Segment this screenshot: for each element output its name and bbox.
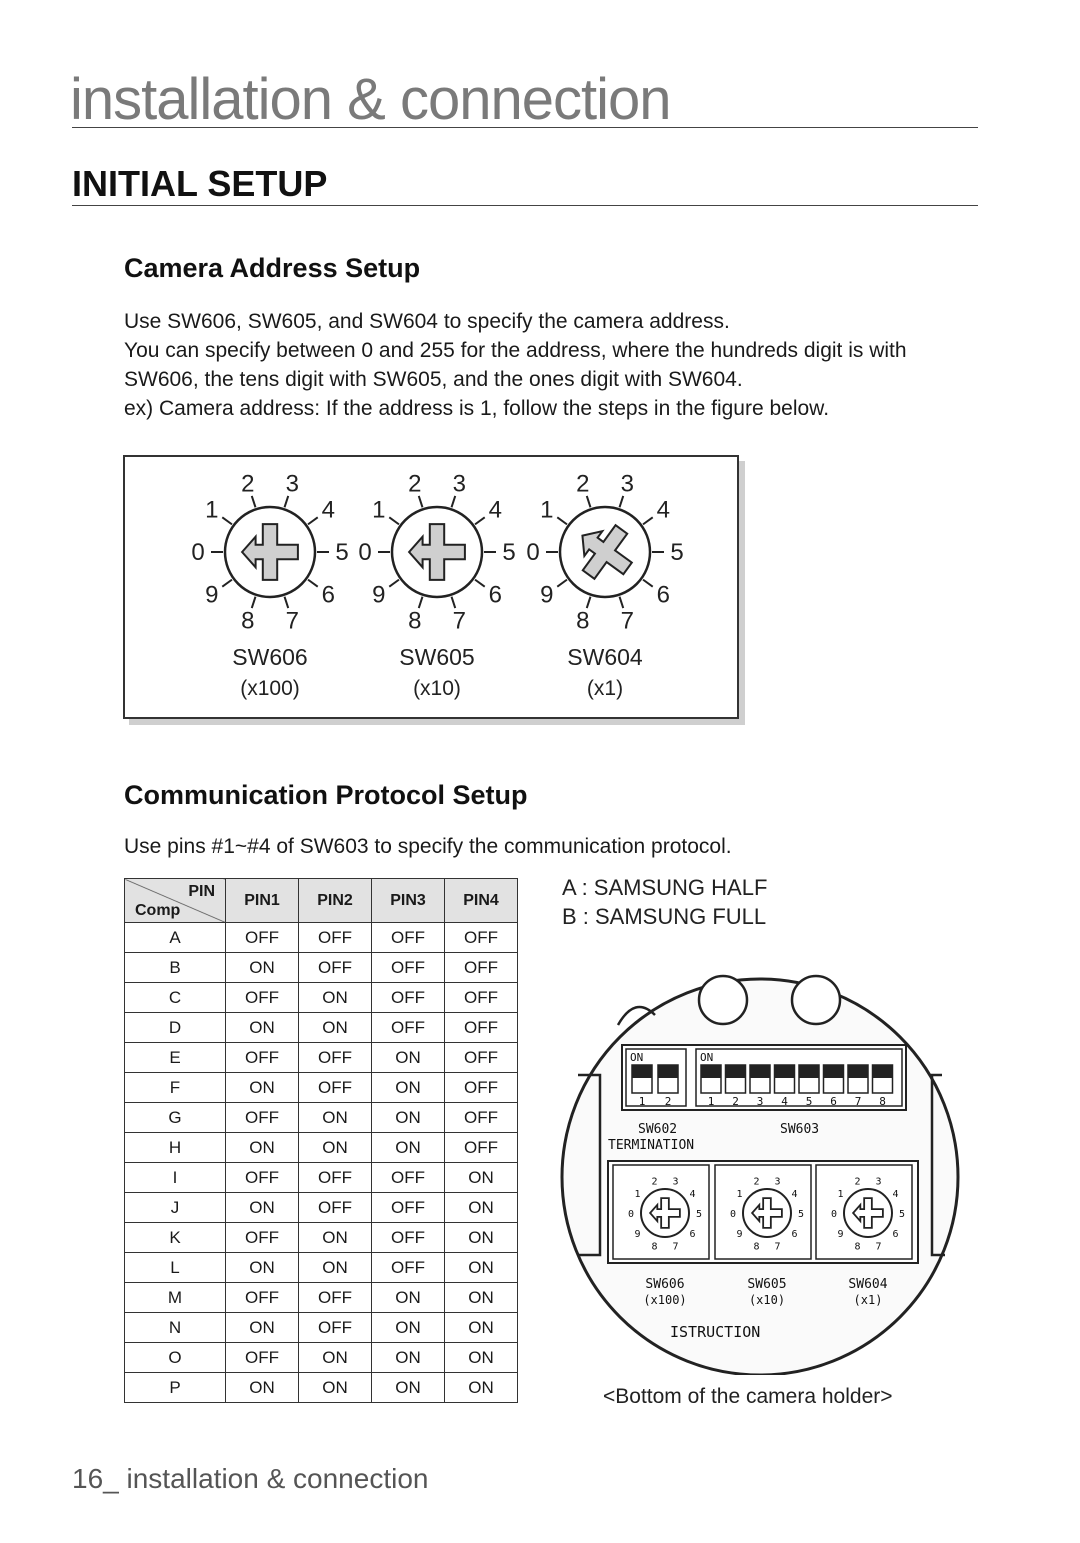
dip-pin-number: 2 — [664, 1095, 672, 1108]
dial-number: 5 — [502, 539, 516, 566]
pin-cell: OFF — [372, 983, 445, 1013]
dial-number: 5 — [695, 1209, 703, 1220]
dial-number: 9 — [205, 581, 219, 609]
dial-number: 9 — [540, 581, 554, 609]
dial-number: 4 — [689, 1189, 696, 1201]
dip-pin-number: 1 — [638, 1095, 646, 1108]
dial-number: 9 — [837, 1228, 844, 1240]
pin-cell: ON — [226, 1073, 299, 1103]
rotary-switch-figure — [123, 455, 739, 719]
dip-pin-number: 4 — [781, 1095, 788, 1108]
pin-cell: OFF — [226, 1103, 299, 1133]
dial-tick — [252, 496, 256, 507]
dial-number: 2 — [408, 470, 422, 498]
pin-cell: OFF — [226, 1343, 299, 1373]
protocol-table — [124, 878, 518, 1403]
dial-number: 5 — [670, 539, 684, 566]
camera-address-title: Camera Address Setup — [124, 253, 421, 283]
dip-switch-lever — [658, 1065, 678, 1078]
dial-tick — [587, 496, 591, 507]
dial-number: 4 — [791, 1189, 798, 1201]
section-title: INITIAL SETUP — [72, 163, 328, 204]
switch-multiplier: (x10) — [413, 677, 461, 700]
pin-cell: ON — [445, 1253, 518, 1283]
dial-tick — [308, 517, 318, 524]
comp-cell: E — [125, 1043, 226, 1073]
comp-cell: F — [125, 1073, 226, 1103]
dial-number: 3 — [452, 470, 466, 498]
sw602-on-label: ON — [630, 1051, 644, 1064]
pin-cell: ON — [372, 1103, 445, 1133]
dial-number: 1 — [540, 496, 554, 524]
holder-dial-name: SW605 — [747, 1277, 787, 1292]
table-row — [125, 1193, 518, 1223]
pin-cell: OFF — [226, 1163, 299, 1193]
dial-tick — [557, 580, 567, 587]
dial-number: 2 — [753, 1176, 760, 1188]
legend-samsung-full: B : SAMSUNG FULL — [562, 904, 767, 929]
pin-cell: ON — [445, 1283, 518, 1313]
page-footer — [72, 1463, 428, 1495]
dial-number: 1 — [634, 1189, 641, 1201]
switch-multiplier: (x1) — [586, 677, 624, 700]
comp-cell: P — [125, 1373, 226, 1403]
dial-number: 3 — [875, 1176, 882, 1188]
table-row — [125, 1103, 518, 1133]
comp-cell: C — [125, 983, 226, 1013]
pin-cell: OFF — [299, 1313, 372, 1343]
dip-pin-number: 8 — [879, 1095, 886, 1108]
pin-cell: ON — [445, 1223, 518, 1253]
page-number: 16_ — [72, 1463, 119, 1494]
pin-cell: ON — [372, 1283, 445, 1313]
corner-comp-label: Comp — [135, 902, 181, 919]
pin-cell: OFF — [299, 1193, 372, 1223]
table-row — [125, 983, 518, 1013]
dial-number: 9 — [372, 581, 386, 609]
pin-cell: ON — [372, 1343, 445, 1373]
pin-cell: ON — [445, 1193, 518, 1223]
dip-switch-lever — [848, 1065, 868, 1078]
table-row — [125, 1343, 518, 1373]
dip-pin-number: 7 — [854, 1095, 862, 1108]
section-rule — [72, 205, 978, 206]
dial-number: 6 — [321, 581, 335, 609]
pin-cell: ON — [299, 1253, 372, 1283]
holder-caption: <Bottom of the camera holder> — [603, 1385, 893, 1408]
dial-number: 7 — [620, 607, 634, 635]
pin-cell: ON — [299, 1133, 372, 1163]
dip-pin-number: 6 — [830, 1095, 837, 1108]
screw-hole-icon — [699, 976, 747, 1024]
dial-number: 0 — [627, 1209, 635, 1220]
table-row — [125, 1163, 518, 1193]
pin-cell: ON — [299, 1373, 372, 1403]
pin-cell: ON — [299, 1103, 372, 1133]
switch-name: SW605 — [399, 644, 475, 670]
dip-switch-lever — [726, 1065, 746, 1078]
protocol-table-header — [125, 879, 518, 923]
table-row — [125, 1313, 518, 1343]
header-pin3: PIN3 — [372, 879, 445, 923]
pin-cell: ON — [226, 1193, 299, 1223]
dial-tick — [452, 496, 456, 507]
holder-dial-name: SW606 — [645, 1277, 685, 1292]
sw603-on-label: ON — [700, 1051, 714, 1064]
switch-multiplier: (x100) — [240, 677, 300, 700]
comp-cell: A — [125, 923, 226, 953]
dial-number: 4 — [892, 1189, 899, 1201]
table-row — [125, 1013, 518, 1043]
pin-cell: ON — [299, 983, 372, 1013]
dial-tick — [285, 597, 289, 608]
dial-tick — [620, 496, 624, 507]
dip-switch-lever — [873, 1065, 893, 1078]
dial-tick — [419, 597, 423, 608]
dial-tick — [452, 597, 456, 608]
holder-dial-name: SW604 — [848, 1277, 888, 1292]
dial-number: 2 — [854, 1176, 861, 1188]
header-pin2: PIN2 — [299, 879, 372, 923]
holder-dial-multiplier: (x1) — [853, 1293, 883, 1307]
pin-cell: OFF — [299, 1283, 372, 1313]
holder-partial-text: ISTRUCTION — [670, 1323, 761, 1341]
dial-tick — [308, 580, 318, 587]
dip-pin-number: 5 — [805, 1095, 813, 1108]
dial-number: 8 — [651, 1241, 658, 1253]
pin-cell: ON — [372, 1373, 445, 1403]
pin-cell: OFF — [299, 1163, 372, 1193]
dial-tick — [475, 517, 485, 524]
dial-number: 6 — [656, 581, 670, 609]
dial-tick — [643, 517, 653, 524]
dial-number: 7 — [774, 1241, 781, 1253]
pin-cell: ON — [372, 1043, 445, 1073]
pin-cell: ON — [445, 1373, 518, 1403]
dial-number: 7 — [285, 607, 299, 635]
pin-cell: OFF — [226, 1043, 299, 1073]
pin-cell: OFF — [372, 953, 445, 983]
table-row — [125, 923, 518, 953]
pin-cell: ON — [226, 1373, 299, 1403]
dial-number: 6 — [791, 1228, 798, 1240]
pin-cell: OFF — [372, 1253, 445, 1283]
dial-number: 0 — [358, 539, 372, 566]
pin-cell: OFF — [445, 1073, 518, 1103]
dip-switch-lever — [632, 1065, 652, 1078]
sw602-label: SW602 — [638, 1122, 678, 1137]
dial-tick — [389, 580, 399, 587]
chapter-title: installation & connection — [70, 67, 671, 132]
dial-number: 6 — [488, 581, 502, 609]
comp-cell: K — [125, 1223, 226, 1253]
dial-number: 5 — [898, 1209, 906, 1220]
protocol-para: Use pins #1~#4 of SW603 to specify the communication protocol. — [124, 835, 732, 858]
table-row — [125, 1373, 518, 1403]
dip-pin-number: 3 — [756, 1095, 764, 1108]
dial-tick — [419, 496, 423, 507]
pin-cell: ON — [445, 1313, 518, 1343]
rotary-switch-diagram — [125, 457, 737, 717]
comp-cell: N — [125, 1313, 226, 1343]
pin-cell: ON — [299, 1013, 372, 1043]
dial-number: 0 — [526, 539, 540, 566]
comp-cell: B — [125, 953, 226, 983]
dial-number: 3 — [620, 470, 634, 498]
pin-cell: OFF — [226, 1223, 299, 1253]
pin-cell: OFF — [372, 923, 445, 953]
pin-cell: ON — [226, 1013, 299, 1043]
dial-number: 5 — [797, 1209, 805, 1220]
pin-cell: ON — [226, 1253, 299, 1283]
dip-pin-number: 1 — [707, 1095, 715, 1108]
dial-number: 2 — [651, 1176, 658, 1188]
pin-cell: OFF — [226, 983, 299, 1013]
pin-cell: OFF — [445, 923, 518, 953]
dial-number: 4 — [488, 496, 502, 524]
dial-number: 8 — [854, 1241, 861, 1253]
table-row — [125, 1253, 518, 1283]
pin-cell: OFF — [445, 1013, 518, 1043]
dial-number: 7 — [672, 1241, 679, 1253]
dial-tick — [252, 597, 256, 608]
dial-number: 2 — [241, 470, 255, 498]
dial-number: 1 — [372, 496, 386, 524]
pin-cell: ON — [299, 1343, 372, 1373]
sw603-label: SW603 — [780, 1122, 820, 1137]
dial-number: 7 — [875, 1241, 882, 1253]
dial-number: 9 — [634, 1228, 641, 1240]
pin-cell: ON — [372, 1313, 445, 1343]
camera-address-para3: ex) Camera address: If the address is 1, follow the steps in the figure below. — [124, 397, 830, 420]
dial-tick — [222, 580, 232, 587]
pin-cell: OFF — [299, 923, 372, 953]
dial-number: 1 — [837, 1189, 844, 1201]
dial-number: 0 — [830, 1209, 838, 1220]
dial-number: 3 — [672, 1176, 679, 1188]
dial-number: 6 — [689, 1228, 696, 1240]
dial-number: 8 — [241, 607, 255, 635]
camera-address-para2: You can specify between 0 and 255 for the address, where the hundreds digit is with SW606, the tens digit with SW605, and the ones digit with SW604. — [124, 339, 907, 391]
dip-switch-lever — [750, 1065, 770, 1078]
dial-number: 9 — [736, 1228, 743, 1240]
header-pin1: PIN1 — [226, 879, 299, 923]
pin-cell: OFF — [226, 923, 299, 953]
dial-number: 8 — [576, 607, 590, 635]
dial-number: 1 — [736, 1189, 743, 1201]
dial-tick — [389, 517, 399, 524]
dial-tick — [643, 580, 653, 587]
pin-cell: OFF — [445, 1103, 518, 1133]
pin-cell: OFF — [445, 983, 518, 1013]
dip-switch-lever — [824, 1065, 844, 1078]
pin-cell: OFF — [299, 1043, 372, 1073]
dial-number: 0 — [191, 539, 205, 566]
dial-number: 8 — [753, 1241, 760, 1253]
dip-pin-number: 2 — [732, 1095, 739, 1108]
pin-cell: ON — [226, 953, 299, 983]
termination-label: TERMINATION — [608, 1138, 695, 1153]
rotary-switch-sw605 — [358, 471, 515, 700]
pin-cell: OFF — [372, 1013, 445, 1043]
pin-cell: OFF — [445, 1043, 518, 1073]
chapter-rule — [72, 127, 978, 128]
pin-cell: OFF — [299, 1073, 372, 1103]
pin-cell: OFF — [445, 953, 518, 983]
comp-cell: H — [125, 1133, 226, 1163]
rotary-switch-sw604 — [526, 471, 683, 700]
dial-number: 6 — [892, 1228, 899, 1240]
legend-samsung-half: A : SAMSUNG HALF — [562, 875, 768, 900]
dip-switch-lever — [701, 1065, 721, 1078]
table-corner-cell — [125, 879, 226, 923]
dip-switch-lever — [799, 1065, 819, 1078]
comp-cell: L — [125, 1253, 226, 1283]
dial-number: 7 — [452, 607, 466, 635]
dial-number: 0 — [729, 1209, 737, 1220]
dip-switch-lever — [775, 1065, 795, 1078]
holder-rotary-panel — [608, 1161, 918, 1263]
pin-cell: OFF — [372, 1193, 445, 1223]
table-row — [125, 1133, 518, 1163]
pin-cell: OFF — [372, 1223, 445, 1253]
header-pin4: PIN4 — [445, 879, 518, 923]
pin-cell: OFF — [445, 1133, 518, 1163]
dial-number: 4 — [656, 496, 670, 524]
dial-number: 3 — [285, 470, 299, 498]
dial-tick — [620, 597, 624, 608]
dial-number: 3 — [774, 1176, 781, 1188]
camera-holder-illustration — [560, 955, 960, 1375]
pin-cell: OFF — [372, 1163, 445, 1193]
dial-number: 4 — [321, 496, 335, 524]
comp-cell: I — [125, 1163, 226, 1193]
rotary-switch-sw606 — [191, 471, 348, 700]
pin-cell: ON — [372, 1073, 445, 1103]
dial-tick — [557, 517, 567, 524]
comp-cell: J — [125, 1193, 226, 1223]
pin-cell: ON — [299, 1223, 372, 1253]
corner-pin-label: PIN — [188, 883, 215, 900]
table-row — [125, 953, 518, 983]
comp-cell: D — [125, 1013, 226, 1043]
table-row — [125, 1283, 518, 1313]
switch-name: SW606 — [232, 644, 308, 670]
pin-cell: ON — [372, 1133, 445, 1163]
table-row — [125, 1043, 518, 1073]
footer-text: installation & connection — [126, 1463, 429, 1494]
dial-number: 5 — [335, 539, 349, 566]
comp-cell: M — [125, 1283, 226, 1313]
dial-number: 2 — [576, 470, 590, 498]
table-row — [125, 1073, 518, 1103]
pin-cell: ON — [226, 1313, 299, 1343]
pin-cell: OFF — [226, 1283, 299, 1313]
dip-switch-panel — [622, 1045, 906, 1110]
comp-cell: O — [125, 1343, 226, 1373]
table-row — [125, 1223, 518, 1253]
dial-tick — [222, 517, 232, 524]
holder-dial-multiplier: (x100) — [643, 1293, 687, 1307]
protocol-title: Communication Protocol Setup — [124, 780, 528, 810]
camera-address-para1: Use SW606, SW605, and SW604 to specify the camera address. — [124, 310, 730, 333]
pin-cell: OFF — [299, 953, 372, 983]
pin-cell: ON — [445, 1163, 518, 1193]
pin-cell: ON — [445, 1343, 518, 1373]
holder-dial-multiplier: (x10) — [748, 1293, 786, 1307]
pin-cell: ON — [226, 1133, 299, 1163]
dial-tick — [475, 580, 485, 587]
switch-name: SW604 — [567, 644, 643, 670]
screw-hole-icon — [792, 976, 840, 1024]
dial-tick — [587, 597, 591, 608]
dial-number: 8 — [408, 607, 422, 635]
comp-cell: G — [125, 1103, 226, 1133]
dial-number: 1 — [205, 496, 219, 524]
dial-tick — [285, 496, 289, 507]
